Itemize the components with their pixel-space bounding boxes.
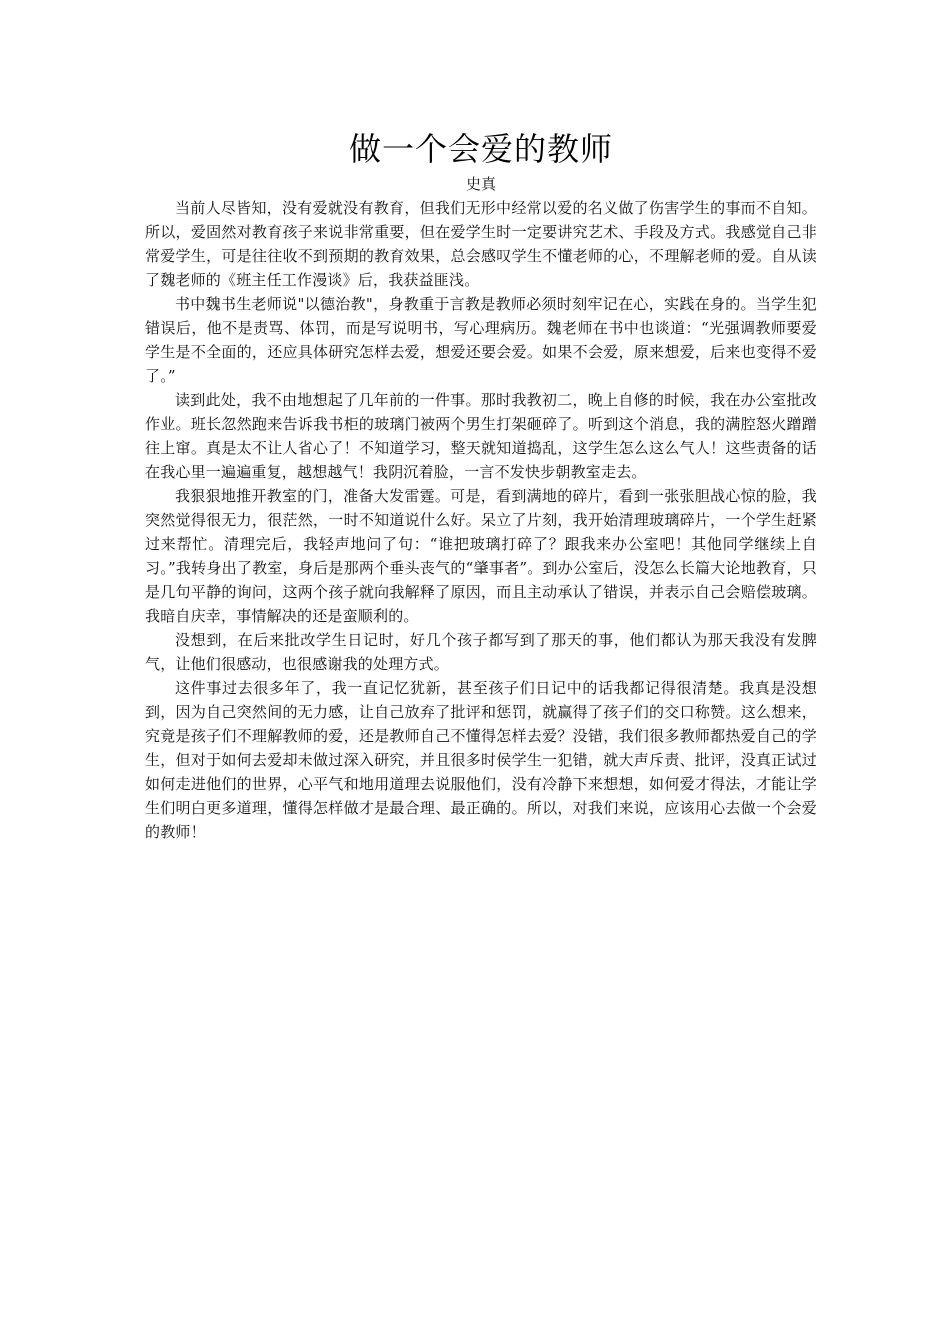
paragraph-1: 当前人尽皆知，没有爱就没有教育，但我们无形中经常以爱的名义做了伤害学生的事而不自知。所以，爱固然对教育孩子来说非常重要，但在爱学生时一定要讲究艺术、手段及方式。我感觉自己非常爱学生，可是往往收不到预期的教育效果，总会感叹学生不懂老师的心，不理解老师的爱。自从读了魏老师的《班主任工作漫谈》后，我获益匪浅。 xyxy=(145,199,817,289)
document-body xyxy=(145,196,817,844)
paragraph-6: 这件事过去很多年了，我一直记忆犹新，甚至孩子们日记中的话我都记得很清楚。我真是没想到，因为自己突然间的无力感，让自己放弃了批评和惩罚，就赢得了孩子们的交口称赞。这么想来，究竟是孩子们不理解教师的爱，还是教师自己不懂得怎样去爱？没错，我们很多教师都热爱自己的学生，但对于如何去爱却未做过深入研究，并且很多时侯学生一犯错，就大声斥责、批评，没真正试过如何走进他们的世界，心平气和地用道理去说服他们，没有冷静下来想想，如何爱才得法，才能让学生们明白更多道理，懂得怎样做才是最合理、最正确的。所以，对我们来说，应该用心去做一个会爱的教师！ xyxy=(145,679,817,841)
document-title: 做一个会爱的教师 xyxy=(348,130,613,168)
paragraph-5: 没想到，在后来批改学生日记时，好几个孩子都写到了那天的事，他们都认为那天我没有发脾气，让他们很感动，也很感谢我的处理方式。 xyxy=(145,631,817,673)
paragraph-4: 我狠狠地推开教室的门，准备大发雷霆。可是，看到满地的碎片，看到一张张胆战心惊的脸，我突然觉得很无力，很茫然，一时不知道说什么好。呆立了片刻，我开始清理玻璃碎片，一个学生赶紧过来帮忙。清理完后，我轻声地问了句：“谁把玻璃打碎了？跟我来办公室吧！其他同学继续上自习。”我转身出了教室，身后是那两个垂头丧气的“肇事者”。到办公室后，没怎么长篇大论地教育，只是几句平静的询问，这两个孩子就向我解释了原因，而且主动承认了错误，并表示自己会赔偿玻璃。我暗自庆幸，事情解决的还是蛮顺利的。 xyxy=(145,487,817,625)
document-content xyxy=(145,126,817,844)
document-author: 史真 xyxy=(465,175,496,193)
paragraph-2: 书中魏书生老师说"以德治教"，身教重于言教是教师必须时刻牢记在心，实践在身的。当学生犯错误后，他不是责骂、体罚，而是写说明书，写心理病历。魏老师在书中也谈道：“光强调教师要爱学生是不全面的，还应具体研究怎样去爱，想爱还要会爱。如果不会爱，原来想爱，后来也变得不爱了。” xyxy=(145,295,817,385)
paragraph-3: 读到此处，我不由地想起了几年前的一件事。那时我教初二，晚上自修的时候，我在办公室批改作业。班长忽然跑来告诉我书柜的玻璃门被两个男生打架砸碎了。听到这个消息，我的满腔怒火蹭蹭往上窜。真是太不让人省心了！不知道学习，整天就知道捣乱，这学生怎么这么气人！这些责备的话在我心里一遍遍重复，越想越气！我阴沉着脸，一言不发快步朝教室走去。 xyxy=(145,391,817,481)
